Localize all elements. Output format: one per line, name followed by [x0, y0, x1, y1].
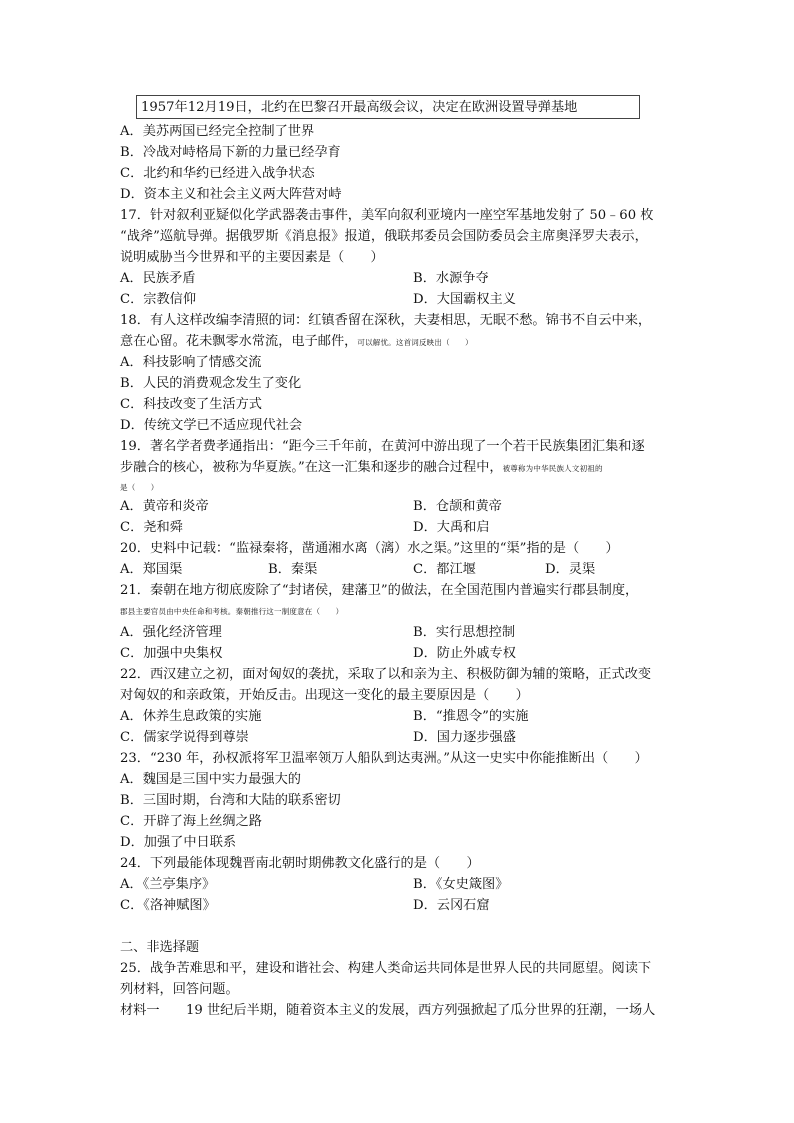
q23-stem: 23．“230 年，孙权派将军卫温率领万人船队到达夷洲。”从这一史实中你能推断出（ ） — [120, 751, 648, 766]
section-heading: 二、非选择题 — [120, 940, 200, 955]
quote-box — [136, 95, 640, 119]
q18-option-c: C．科技改变了生活方式 — [120, 397, 262, 412]
q24-stem: 24．下列最能体现魏晋南北朝时期佛教文化盛行的是（ ） — [120, 856, 480, 871]
q20-option-a: A．郑国渠 — [120, 562, 183, 577]
q24-option-c: C．《洛神赋图》 — [120, 898, 216, 913]
q21-option-b: B．实行思想控制 — [413, 625, 516, 640]
q17-option-c: C．宗教信仰 — [120, 292, 197, 307]
q16-option-c: C．北约和华约已经进入战争状态 — [120, 166, 315, 181]
q23-option-d: D．加强了中日联系 — [120, 835, 237, 850]
q23-option-c: C．开辟了海上丝绸之路 — [120, 814, 262, 829]
q24-option-d: D．云冈石窟 — [413, 898, 490, 913]
q17-stem-line3: 说明威胁当今世界和平的主要因素是（ ） — [120, 250, 384, 265]
q17-stem-line2: “战斧”巡航导弹。据俄罗斯《消息报》报道，俄联邦委员会国防委员会主席奥泽罗夫表示， — [120, 229, 648, 244]
q17-stem-line1: 17．针对叙利亚疑似化学武器袭击事件，美军向叙利亚境内一座空军基地发射了 50﹣60 枚 — [120, 208, 654, 223]
q19-stem-line2-main: 步融合的核心，被称为华夏族。”在这一汇集和逐步的融合过程中， — [120, 460, 503, 475]
q19-stem-line2 — [120, 457, 603, 479]
q16-option-d: D．资本主义和社会主义两大阵营对峙 — [120, 187, 342, 202]
q19-option-d: D．大禹和启 — [413, 520, 490, 535]
q19-option-a: A．黄帝和炎帝 — [120, 499, 209, 514]
q23-option-b: B．三国时期，台湾和大陆的联系密切 — [120, 793, 341, 808]
q18-option-d: D．传统文学已不适应现代社会 — [120, 418, 303, 433]
q18-stem-line2-small: 可以解忧。这首词反映出（ ） — [357, 338, 473, 347]
q20-option-b: B．秦渠 — [268, 562, 318, 577]
q17-option-a: A．民族矛盾 — [120, 271, 196, 286]
q20-option-d: D．灵渠 — [545, 562, 596, 577]
q22-option-b: B．“推恩令”的实施 — [413, 709, 529, 724]
q21-option-d: D．防止外戚专权 — [413, 646, 516, 661]
q22-option-c: C．儒家学说得到尊崇 — [120, 730, 249, 745]
q22-stem-line1: 22．西汉建立之初，面对匈奴的袭扰，采取了以和亲为主、积极防御为辅的策略，正式改变 — [120, 667, 652, 682]
q20-stem: 20．史料中记载：“监禄秦将，凿通湘水离（漓）水之渠。”这里的“渠”指的是（ ） — [120, 541, 619, 556]
q25-stem-line2: 列材料，回答问题。 — [120, 982, 239, 997]
q23-option-a: A．魏国是三国中实力最强大的 — [120, 772, 301, 787]
q16-option-b: B．冷战对峙格局下新的力量已经孕育 — [120, 145, 341, 160]
q19-stem-line1: 19．著名学者费孝通指出：“距今三千年前，在黄河中游出现了一个若干民族集团汇集和逐 — [120, 439, 645, 454]
q22-option-a: A．休养生息政策的实施 — [120, 709, 262, 724]
q24-option-a: A．《兰亭集序》 — [120, 877, 216, 892]
q18-stem-line1: 18．有人这样改编李清照的词：红镇香留在深秋，夫妻相思，无眠不愁。锦书不自云中来， — [120, 313, 652, 328]
q21-option-c: C．加强中央集权 — [120, 646, 223, 661]
q20-option-c: C．都江堰 — [413, 562, 476, 577]
q18-stem-line2 — [120, 331, 473, 353]
q25-material-label: 材料一 — [120, 1003, 160, 1018]
q21-stem-line2: 郡县主要官员由中央任命和考核。秦朝推行这一制度意在（ ） — [120, 607, 344, 616]
q17-option-b: B．水源争夺 — [413, 271, 489, 286]
q25-stem-line1: 25．战争苦难思和平，建设和谐社会、构建人类命运共同体是世界人民的共同愿望。阅读下 — [120, 961, 652, 976]
q22-option-d: D．国力逐步强盛 — [413, 730, 516, 745]
q17-option-d: D．大国霸权主义 — [413, 292, 516, 307]
q18-option-b: B．人民的消费观念发生了变化 — [120, 376, 302, 391]
q16-option-a: A．美苏两国已经完全控制了世界 — [120, 124, 315, 139]
q18-option-a: A．科技影响了情感交流 — [120, 355, 262, 370]
q21-option-a: A．强化经济管理 — [120, 625, 222, 640]
q21-stem-line1: 21．秦朝在地方彻底废除了“封诸侯，建藩卫”的做法，在全国范围内普遍实行郡县制度， — [120, 583, 639, 598]
q22-stem-line2: 对匈奴的和亲政策，开始反击。出现这一变化的最主要原因是（ ） — [120, 688, 529, 703]
q19-option-b: B．仓颉和黄帝 — [413, 499, 502, 514]
q19-stem-line2-small: 被尊称为中华民族人文初祖的 — [502, 464, 603, 473]
q19-option-c: C．尧和舜 — [120, 520, 183, 535]
quote-text: 1957年12月19日，北约在巴黎召开最高级会议，决定在欧洲设置导弹基地 — [141, 100, 578, 115]
q18-stem-line2-main: 意在心留。花未飘零水常流，电子邮件， — [120, 334, 358, 349]
q19-stem-line3: 是（ ） — [120, 483, 159, 492]
q25-material-text: 19 世纪后半期，随着资本主义的发展，西方列强掀起了瓜分世界的狂潮，一场人 — [186, 1003, 656, 1018]
q24-option-b: B．《女史箴图》 — [413, 877, 509, 892]
